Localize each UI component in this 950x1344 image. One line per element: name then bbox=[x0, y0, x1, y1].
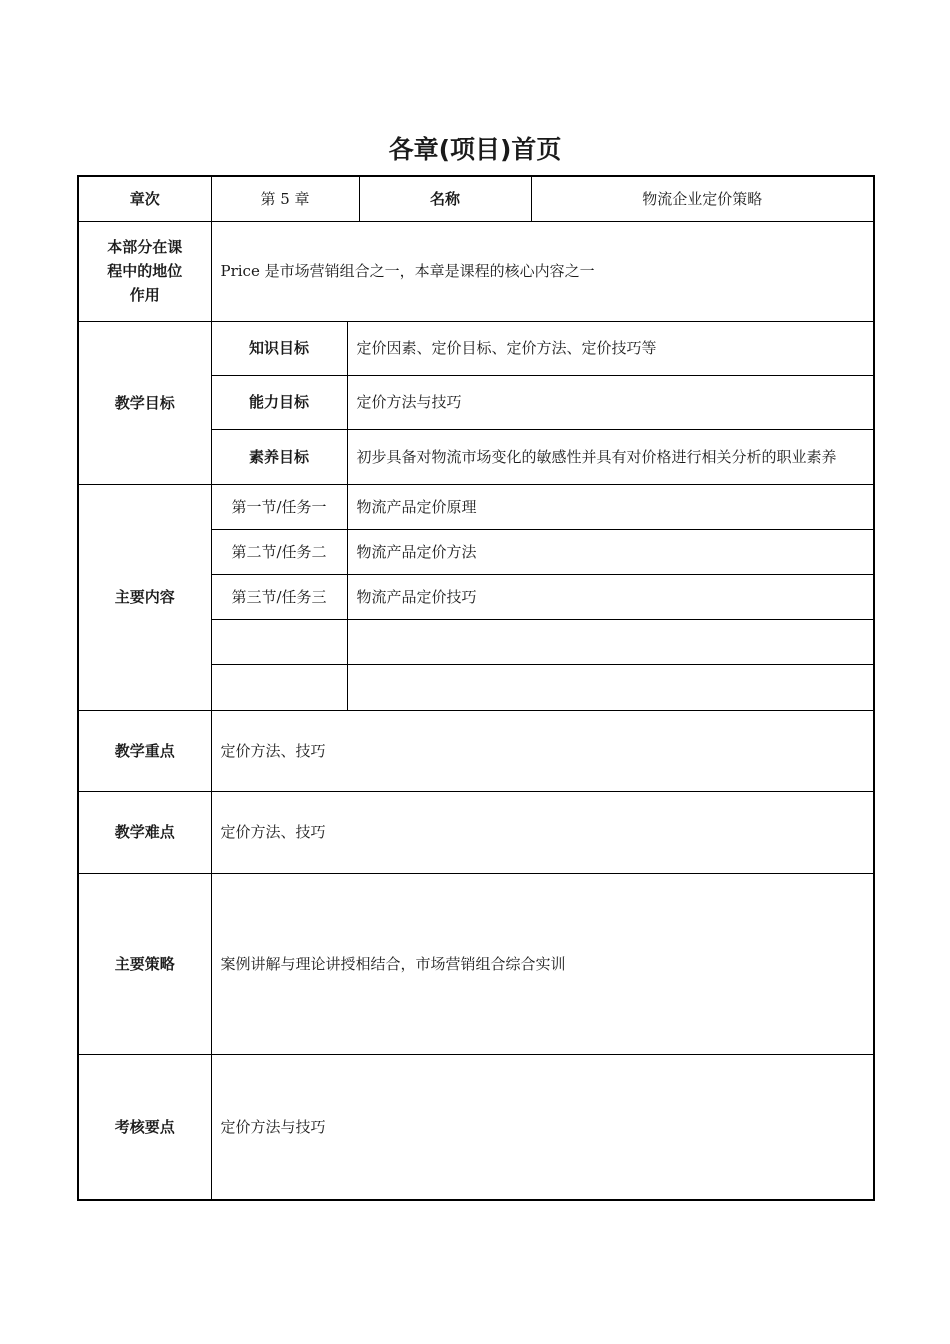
key-points-row bbox=[78, 710, 874, 791]
section-label bbox=[211, 664, 347, 710]
section-value: 物流产品定价技巧 bbox=[347, 574, 874, 619]
section-label: 第二节/任务二 bbox=[211, 529, 347, 574]
section-value: 物流产品定价方法 bbox=[347, 529, 874, 574]
key-points-value: 定价方法、技巧 bbox=[211, 710, 874, 791]
position-label: 本部分在课程中的地位作用 bbox=[78, 221, 211, 321]
chapter-label: 章次 bbox=[78, 176, 211, 221]
difficulties-label: 教学难点 bbox=[78, 791, 211, 873]
objective-value: 初步具备对物流市场变化的敏感性并具有对价格进行相关分析的职业素养 bbox=[347, 429, 874, 484]
objectives-label: 教学目标 bbox=[78, 321, 211, 484]
assessment-value: 定价方法与技巧 bbox=[211, 1054, 874, 1200]
section-value: 物流产品定价原理 bbox=[347, 484, 874, 529]
chapter-row bbox=[78, 176, 874, 221]
name-value: 物流企业定价策略 bbox=[531, 176, 874, 221]
content-label: 主要内容 bbox=[78, 484, 211, 710]
course-chapter-table bbox=[77, 175, 875, 1201]
name-label: 名称 bbox=[359, 176, 531, 221]
section-label: 第三节/任务三 bbox=[211, 574, 347, 619]
difficulties-row bbox=[78, 791, 874, 873]
chapter-value: 第 5 章 bbox=[211, 176, 359, 221]
strategy-row bbox=[78, 873, 874, 1054]
assessment-label: 考核要点 bbox=[78, 1054, 211, 1200]
strategy-label: 主要策略 bbox=[78, 873, 211, 1054]
objective-row bbox=[78, 321, 874, 375]
objective-value: 定价因素、定价目标、定价方法、定价技巧等 bbox=[347, 321, 874, 375]
position-value: Price 是市场营销组合之一，本章是课程的核心内容之一 bbox=[211, 221, 874, 321]
objective-label: 知识目标 bbox=[211, 321, 347, 375]
page-title: 各章(项目)首页 bbox=[388, 135, 562, 164]
content-row bbox=[78, 484, 874, 529]
objective-label: 素养目标 bbox=[211, 429, 347, 484]
section-value bbox=[347, 619, 874, 664]
strategy-value: 案例讲解与理论讲授相结合，市场营销组合综合实训 bbox=[211, 873, 874, 1054]
objective-label: 能力目标 bbox=[211, 375, 347, 429]
objective-value: 定价方法与技巧 bbox=[347, 375, 874, 429]
section-value bbox=[347, 664, 874, 710]
section-label: 第一节/任务一 bbox=[211, 484, 347, 529]
section-label bbox=[211, 619, 347, 664]
assessment-row bbox=[78, 1054, 874, 1200]
difficulties-value: 定价方法、技巧 bbox=[211, 791, 874, 873]
key-points-label: 教学重点 bbox=[78, 710, 211, 791]
position-row bbox=[78, 221, 874, 321]
